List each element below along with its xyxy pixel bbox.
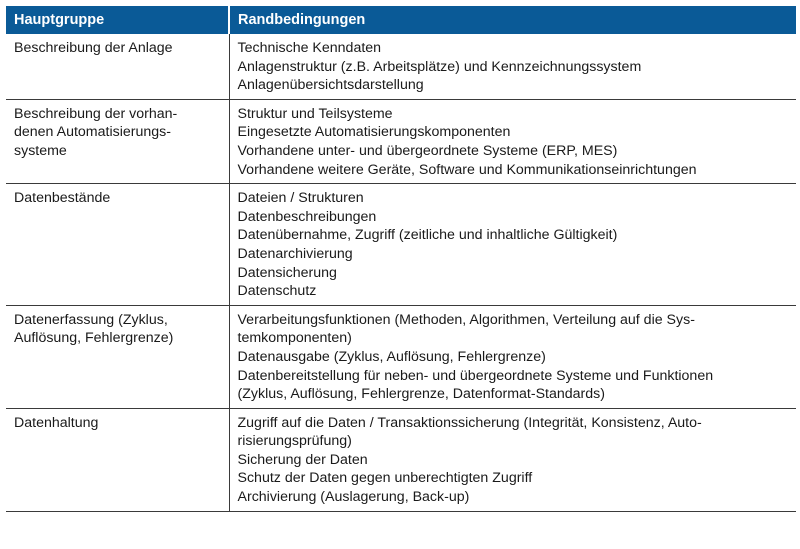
condition-line: Datenausgabe (Zyklus, Auflösung, Fehlergrenze) (237, 348, 546, 365)
main-group-cell (6, 34, 229, 99)
conditions-cell (229, 184, 796, 306)
main-group-cell (6, 408, 229, 511)
main-group-cell (6, 99, 229, 183)
condition-line: Struktur und Teilsysteme (237, 105, 393, 122)
header-randbedingungen: Randbedingungen (229, 6, 796, 34)
condition-line: Zugriff auf die Daten / Transaktionssicherung (Integrität, Konsistenz, Auto- (237, 414, 702, 431)
table-row (6, 408, 796, 511)
table-row (6, 184, 796, 306)
condition-line: Datenbereitstellung für neben- und übergeordnete Systeme und Funktionen (237, 367, 714, 384)
table-row (6, 99, 796, 183)
main-group-cell (6, 184, 229, 306)
condition-line: Sicherung der Daten (237, 451, 368, 468)
main-group-line: Auflösung, Fehlergrenze) (14, 330, 174, 347)
main-group-line: systeme (14, 142, 67, 159)
main-group-line: Beschreibung der Anlage (14, 40, 173, 56)
condition-line: (Zyklus, Auflösung, Fehlergrenze, Datenformat-Standards) (237, 386, 605, 403)
main-group-line: Beschreibung der vorhan- (14, 105, 178, 122)
condition-line: Datensicherung (237, 264, 337, 281)
condition-line: Archivierung (Auslagerung, Back-up) (237, 489, 470, 506)
condition-line: Anlagenübersichtsdarstellung (237, 77, 424, 94)
condition-line: Technische Kenndaten (237, 40, 382, 56)
table-row (6, 34, 796, 99)
main-group-line: Datenerfassung (Zyklus, (14, 311, 168, 328)
main-group-cell (6, 305, 229, 408)
condition-line: Datenbeschreibungen (237, 208, 377, 225)
condition-line: Vorhandene weitere Geräte, Software und Kommunikationseinrichtungen (237, 161, 697, 178)
condition-line: Verarbeitungsfunktionen (Methoden, Algorithmen, Verteilung auf die Sys- (237, 311, 695, 328)
main-group-line: Datenhaltung (14, 414, 99, 431)
condition-line: risierungsprüfung) (237, 433, 352, 450)
table-header-row (6, 6, 796, 34)
requirements-table (6, 6, 796, 512)
condition-line: temkomponenten) (237, 330, 352, 347)
condition-line: Datenarchivierung (237, 245, 353, 262)
conditions-cell (229, 99, 796, 183)
condition-line: Datenübernahme, Zugriff (zeitliche und inhaltliche Gültigkeit) (237, 227, 618, 244)
condition-line: Anlagenstruktur (z.B. Arbeitsplätze) und Kennzeichnungssystem (237, 58, 642, 75)
condition-line: Eingesetzte Automatisierungskomponenten (237, 124, 511, 141)
condition-line: Schutz der Daten gegen unberechtigten Zugriff (237, 470, 533, 487)
condition-line: Datenschutz (237, 283, 317, 300)
conditions-cell (229, 34, 796, 99)
main-group-line: denen Automatisierungs- (14, 124, 171, 141)
table-row (6, 305, 796, 408)
main-group-line: Datenbestände (14, 190, 111, 207)
conditions-cell (229, 305, 796, 408)
condition-line: Dateien / Strukturen (237, 190, 364, 207)
condition-line: Vorhandene unter- und übergeordnete Systeme (ERP, MES) (237, 142, 618, 159)
header-hauptgruppe: Hauptgruppe (6, 6, 229, 34)
conditions-cell (229, 408, 796, 511)
